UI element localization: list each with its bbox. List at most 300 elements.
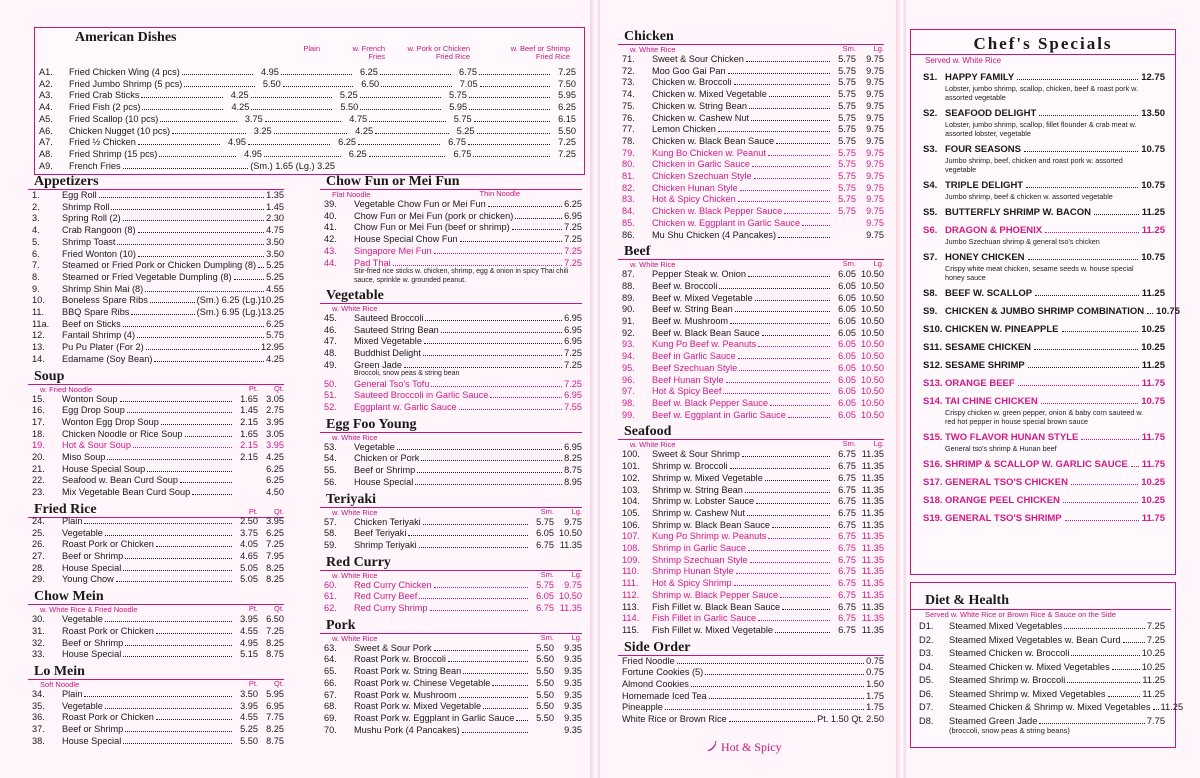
item-price: 6.05 xyxy=(838,386,856,397)
item-price: 13.50 xyxy=(1141,108,1165,119)
item-price: 9.75 xyxy=(866,77,884,88)
item-price: 5.75 xyxy=(838,65,856,76)
dot-leader xyxy=(360,109,441,110)
item-name: FOUR SEASONS xyxy=(945,144,1022,155)
item-name: Shrimp w. Black Pepper Sauce xyxy=(652,589,779,600)
column-header: Lg. xyxy=(571,506,582,516)
american-title: American Dishes xyxy=(75,30,177,45)
item-name: Sauteed Broccoli xyxy=(354,312,424,323)
item-price: 4.75 xyxy=(266,225,284,236)
item-number: 99. xyxy=(622,409,635,420)
dot-leader xyxy=(751,120,830,121)
dot-leader xyxy=(125,731,232,732)
item-name: Beef w. String Bean xyxy=(652,304,733,315)
item-price: 10.50 xyxy=(861,327,884,338)
dot-leader xyxy=(417,472,562,473)
item-price: 2.15 xyxy=(240,416,258,427)
dot-leader xyxy=(111,209,264,210)
dot-leader xyxy=(369,121,445,122)
item-number: 92. xyxy=(622,327,635,338)
item-name: White Rice or Brown Rice xyxy=(622,714,727,725)
item-description: Lobster, jumbo shrimp, scallop, chicken, beef & roast pork w. assorted vegetable xyxy=(945,84,1138,102)
item-number: 69. xyxy=(324,712,337,723)
item-number: 108. xyxy=(622,543,640,554)
item-number: D8. xyxy=(919,715,934,726)
menu-item-row xyxy=(618,101,884,113)
dot-leader xyxy=(1081,439,1138,440)
item-name: Fried Fish (2 pcs) xyxy=(69,102,141,113)
item-price: 12.95 xyxy=(261,342,284,353)
dot-leader xyxy=(133,447,232,448)
item-name: Vegetable xyxy=(62,614,103,625)
fold-left xyxy=(590,0,600,778)
item-name: Fortune Cookies (5) xyxy=(622,667,704,678)
dot-leader xyxy=(142,109,223,110)
menu-item-row xyxy=(618,613,884,625)
dot-leader xyxy=(1035,295,1139,296)
chef-special-row xyxy=(911,72,1165,84)
item-number: 87. xyxy=(622,269,635,280)
menu-item-row xyxy=(320,591,582,603)
menu-item-row xyxy=(618,269,884,281)
item-price: 2.30 xyxy=(266,213,284,224)
menu-item-row xyxy=(28,551,284,563)
item-name: GENERAL TSO'S CHICKEN xyxy=(945,477,1068,488)
item-price: 5.75 xyxy=(838,194,856,205)
item-price: 10.50 xyxy=(861,386,884,397)
item-price: 11.35 xyxy=(861,507,884,518)
dot-leader xyxy=(765,480,830,481)
section-title: Seafood xyxy=(618,424,884,440)
item-number: D4. xyxy=(919,661,934,672)
item-name: Egg Drop Soup xyxy=(62,405,125,416)
item-price: 11.25 xyxy=(1141,225,1165,236)
item-price: 4.05 xyxy=(240,539,258,550)
item-number: 14. xyxy=(32,353,45,364)
menu-item-row xyxy=(28,307,284,319)
item-price: 7.25 xyxy=(564,245,582,256)
menu-section xyxy=(618,424,884,636)
dot-leader xyxy=(192,494,232,495)
item-number: 29. xyxy=(32,574,45,585)
item-price: 5.25 xyxy=(240,724,258,735)
item-price: 3.50 xyxy=(240,688,258,699)
item-price: 5.25 xyxy=(266,271,284,282)
dot-leader xyxy=(1131,466,1139,467)
item-price: 10.25 xyxy=(1141,648,1165,658)
chef-special-row xyxy=(911,288,1165,300)
item-price: 4.25 xyxy=(266,353,284,364)
menu-item-row xyxy=(28,354,284,366)
menu-item-row xyxy=(618,89,884,101)
item-number: 10. xyxy=(32,295,45,306)
section-note: Soft Noodle xyxy=(40,679,80,689)
chefs-specials-title: Chef's Specials xyxy=(973,34,1113,53)
item-price: 5.25 xyxy=(456,125,475,136)
item-number: 109. xyxy=(622,554,640,565)
item-name: Steamed Shrimp w. Mixed Vegetables xyxy=(949,688,1106,699)
item-price: 5.75 xyxy=(838,89,856,100)
dot-leader xyxy=(381,86,451,87)
item-number: 16. xyxy=(32,405,45,416)
dot-leader xyxy=(423,355,562,356)
item-price: 9.75 xyxy=(866,112,884,123)
item-price: 10.50 xyxy=(861,409,884,420)
item-price: 4.55 xyxy=(240,712,258,723)
menu-item-row xyxy=(28,394,284,406)
item-price: 3.95 xyxy=(266,440,284,451)
item-name: Red Curry Beef xyxy=(354,591,418,602)
column-1 xyxy=(28,172,284,772)
dot-leader xyxy=(734,84,830,85)
dot-leader xyxy=(434,253,562,254)
item-number: 28. xyxy=(32,562,45,573)
item-price: 11.35 xyxy=(861,472,884,483)
item-price: 6.05 xyxy=(536,528,554,539)
chef-special-row xyxy=(911,459,1165,471)
item-number: 12. xyxy=(32,330,45,341)
item-price: 8.95 xyxy=(564,476,582,487)
item-price: 10.50 xyxy=(861,362,884,373)
menu-section xyxy=(320,555,582,615)
item-price: 7.25 xyxy=(266,625,284,636)
menu-item-row xyxy=(618,206,884,218)
item-number: 48. xyxy=(324,347,337,358)
item-name: Roast Pork w. String Bean xyxy=(354,666,462,677)
item-price: 5.75 xyxy=(536,579,554,590)
item-price: 10.50 xyxy=(861,351,884,362)
item-name: Mixed Vegetable xyxy=(354,336,422,347)
item-name: Red Curry Shrimp xyxy=(354,603,428,614)
diet-health-box xyxy=(910,582,1184,748)
item-number: 81. xyxy=(622,171,635,182)
item-name: CHICKEN & JUMBO SHRIMP COMBINATION xyxy=(945,306,1145,317)
item-price: 7.55 xyxy=(564,402,582,413)
section-note: w. White Rice xyxy=(332,633,378,643)
dot-leader xyxy=(739,370,830,371)
item-price: 5.50 xyxy=(536,677,554,688)
dot-leader xyxy=(469,97,550,98)
item-name: Green Jade xyxy=(354,359,403,370)
dot-leader xyxy=(264,156,341,157)
dot-leader xyxy=(251,109,332,110)
item-number: 115. xyxy=(622,624,640,635)
item-name: Shrimp in Garlic Sauce xyxy=(652,543,746,554)
item-name: Fantail Shrimp (4) xyxy=(62,330,136,341)
item-price: 11.35 xyxy=(861,566,884,577)
item-name: Hot & Sour Soup xyxy=(62,440,131,451)
item-name: Egg Roll xyxy=(62,190,97,200)
item-number: 9. xyxy=(32,283,40,294)
menu-item-row xyxy=(320,580,582,592)
item-name: Shrimp Shin Mai (8) xyxy=(62,283,144,294)
item-price: 6.75 xyxy=(838,624,856,635)
dot-leader xyxy=(123,220,264,221)
column-header-text: w. Beef or Shrimp Fried Rice xyxy=(510,44,570,61)
item-name: Kung Po Beef w. Peanuts xyxy=(652,339,757,350)
item-name: Chicken w. String Bean xyxy=(652,100,747,111)
item-price: 3.05 xyxy=(266,428,284,439)
column-header: Sm. xyxy=(540,506,554,516)
menu-item-row xyxy=(320,678,582,690)
menu-item-row xyxy=(618,304,884,316)
menu-item-row xyxy=(320,379,582,391)
item-name: Hot & Spicy Chicken xyxy=(652,194,736,205)
item-number: D5. xyxy=(919,675,934,685)
menu-item-row xyxy=(28,295,284,307)
menu-item-row xyxy=(618,602,884,614)
item-name: Plain xyxy=(62,688,83,699)
item-name: Beef Hunan Style xyxy=(652,374,724,385)
item-price: 11.35 xyxy=(861,554,884,565)
item-number: 45. xyxy=(324,312,337,323)
item-price: 8.75 xyxy=(564,465,582,476)
item-price: 6.05 xyxy=(838,269,856,280)
item-number: 98. xyxy=(622,397,635,408)
item-price: 6.75 xyxy=(838,589,856,600)
menu-item-row xyxy=(35,79,584,91)
item-number: 7. xyxy=(32,260,40,271)
dot-leader xyxy=(762,335,830,336)
item-price: 10.50 xyxy=(861,339,884,350)
dot-leader xyxy=(736,573,830,574)
item-price: 11.35 xyxy=(861,484,884,495)
item-name: Buddhist Delight xyxy=(354,347,421,358)
item-price: 11.35 xyxy=(559,603,582,614)
item-number: 62. xyxy=(324,603,337,614)
dot-leader xyxy=(746,61,830,62)
item-price: 6.05 xyxy=(838,292,856,303)
dot-leader xyxy=(1039,723,1145,724)
menu-item-row xyxy=(28,649,284,661)
menu-item-row xyxy=(320,643,582,655)
item-price-small: (Sm.) 6.95 (Lg.) xyxy=(196,307,261,318)
item-price: 6.25 xyxy=(266,463,284,474)
dot-leader xyxy=(1017,79,1138,80)
menu-item-row xyxy=(618,590,884,602)
dot-leader xyxy=(1108,696,1141,697)
item-price: 11.35 xyxy=(861,613,884,624)
item-name: Beef or Shrimp xyxy=(62,724,124,735)
dot-leader xyxy=(105,621,232,622)
item-price: 7.95 xyxy=(266,550,284,561)
dot-leader xyxy=(516,720,528,721)
dot-leader xyxy=(469,109,550,110)
item-price: 9.35 xyxy=(564,677,582,688)
menu-item-row xyxy=(320,701,582,713)
item-price: 0.75 xyxy=(866,655,884,666)
menu-item-row xyxy=(618,543,884,555)
item-price: 6.15 xyxy=(558,113,576,124)
item-name: Crab Rangoon (8) xyxy=(62,225,136,236)
column-header-text: Plain xyxy=(303,44,320,53)
fold-right xyxy=(896,0,906,778)
dot-leader xyxy=(1024,151,1138,152)
dot-leader xyxy=(137,337,264,338)
item-price: 8.75 xyxy=(266,735,284,746)
chef-special-row xyxy=(911,252,1165,264)
item-number: 112. xyxy=(622,589,640,600)
item-number: A4. xyxy=(39,102,53,113)
dot-leader xyxy=(740,190,830,191)
dot-leader xyxy=(768,538,830,539)
item-number: 42. xyxy=(324,234,337,245)
menu-item-row xyxy=(28,284,284,296)
dot-leader xyxy=(723,393,830,394)
item-price: 9.35 xyxy=(564,642,582,653)
menu-item-row xyxy=(320,725,582,737)
menu-section xyxy=(28,502,284,586)
item-price: 5.75 xyxy=(838,182,856,193)
menu-item-row xyxy=(35,149,584,161)
item-price: 9.75 xyxy=(866,229,884,240)
item-name: ORANGE BEEF xyxy=(945,378,1015,389)
item-number: 61. xyxy=(324,591,337,602)
item-price: 9.75 xyxy=(564,579,582,590)
section-title: Fried Rice xyxy=(28,502,284,518)
menu-item-row xyxy=(618,54,884,66)
menu-item-row xyxy=(28,475,284,487)
item-price: 9.75 xyxy=(866,206,884,217)
item-name: Chicken w. Eggplant in Garlic Sauce xyxy=(652,217,801,228)
item-number: 73. xyxy=(622,77,635,88)
item-number: 15. xyxy=(32,393,45,404)
item-number: S7. xyxy=(923,252,938,263)
item-name: Wonton Egg Drop Soup xyxy=(62,416,159,427)
menu-item-row xyxy=(618,485,884,497)
dot-leader xyxy=(677,663,865,664)
item-name: Steamed Shrimp w. Broccoli xyxy=(949,675,1066,685)
item-name: Roast Pork w. Chinese Vegetable xyxy=(354,677,491,688)
item-price: 11.25 xyxy=(1142,688,1165,699)
section-subheader xyxy=(320,634,582,643)
menu-item-row xyxy=(618,124,884,136)
item-price: 5.50 xyxy=(262,78,281,89)
item-name: Steamed Chicken & Shrimp w. Mixed Vegetables xyxy=(949,702,1151,712)
item-number: S10. xyxy=(923,324,943,335)
dot-leader xyxy=(483,708,528,709)
item-price: 10.50 xyxy=(559,528,582,539)
item-price: 10.75 xyxy=(1156,306,1180,317)
dot-leader xyxy=(258,267,264,268)
hot-pepper-icon xyxy=(706,741,717,752)
column-header: Pt. xyxy=(248,383,258,393)
menu-item-row xyxy=(35,102,584,114)
menu-item-row xyxy=(320,540,582,552)
item-name: BUTTERFLY SHRIMP W. BACON xyxy=(945,207,1092,218)
menu-item-row xyxy=(320,517,582,529)
item-number: S12. xyxy=(923,360,943,371)
item-name: Steamed or Fried Pork or Chicken Dumpling (8) xyxy=(62,260,257,271)
item-price: 9.75 xyxy=(866,159,884,170)
dot-leader xyxy=(665,709,864,710)
dot-leader xyxy=(758,620,830,621)
menu-item-row xyxy=(35,126,584,138)
item-description: (broccoli, snow peas & string beans) xyxy=(949,726,1070,735)
item-number: S5. xyxy=(923,207,938,218)
item-price: 3.05 xyxy=(266,393,284,404)
dot-leader xyxy=(131,314,194,315)
item-number: 57. xyxy=(324,516,337,527)
dot-leader xyxy=(788,417,830,418)
dot-leader xyxy=(729,721,815,722)
item-number: 107. xyxy=(622,531,640,542)
item-price: 9.75 xyxy=(564,516,582,527)
item-name: Chicken w. Black Bean Sauce xyxy=(652,135,775,146)
item-number: 2. xyxy=(32,201,40,212)
item-description: Broccoli, snow peas & string bean xyxy=(354,370,460,378)
item-name: Roast Pork w. Eggplant in Garlic Sauce xyxy=(354,712,515,723)
item-price: 10.75 xyxy=(1141,396,1165,407)
dot-leader xyxy=(1112,669,1140,670)
menu-item-row xyxy=(28,539,284,551)
dot-leader xyxy=(123,656,232,657)
dot-leader xyxy=(460,241,562,242)
item-name: Chicken Nugget (10 pcs) xyxy=(69,125,171,136)
dot-leader xyxy=(769,96,830,97)
menu-item-row xyxy=(320,222,582,234)
dot-leader xyxy=(248,144,330,145)
item-name: Beef w. Mixed Vegetable xyxy=(652,292,753,303)
section-note: Flat Noodle xyxy=(332,190,371,199)
item-price: 5.75 xyxy=(838,100,856,111)
dot-leader xyxy=(423,524,528,525)
dot-leader xyxy=(146,349,259,350)
menu-item-row xyxy=(618,351,884,363)
menu-item-row xyxy=(28,614,284,626)
item-name: Plain xyxy=(62,515,83,526)
dot-leader xyxy=(156,633,232,634)
item-price: 5.75 xyxy=(449,90,467,101)
item-number: 32. xyxy=(32,637,45,648)
item-price: 3.95 xyxy=(266,515,284,526)
item-name: Boneless Spare Ribs xyxy=(62,295,148,306)
dot-leader xyxy=(473,156,550,157)
section-subheader xyxy=(618,260,884,269)
menu-item-row xyxy=(618,363,884,375)
item-price: 10.50 xyxy=(861,269,884,280)
section-subheader xyxy=(320,433,582,442)
item-number: 3. xyxy=(32,213,40,224)
item-price: 7.25 xyxy=(558,137,577,148)
item-price: 4.50 xyxy=(266,487,284,498)
menu-item-row xyxy=(320,654,582,666)
item-number: S14. xyxy=(923,396,943,407)
item-price: 6.95 xyxy=(564,336,582,347)
item-price: 11.35 xyxy=(861,519,884,530)
item-price: 8.25 xyxy=(564,453,582,464)
section-title: Vegetable xyxy=(320,288,582,304)
dot-leader xyxy=(138,144,220,145)
item-price: 6.05 xyxy=(838,280,856,291)
item-price: 6.75 xyxy=(838,531,856,542)
american-col-headers xyxy=(35,45,584,65)
menu-section xyxy=(28,174,284,366)
item-price: 5.75 xyxy=(838,124,856,135)
item-price: 4.95 xyxy=(240,637,258,648)
item-name: Beef or Shrimp xyxy=(62,637,124,648)
dot-leader xyxy=(281,74,352,75)
item-name: SESAME SHRIMP xyxy=(945,360,1025,371)
menu-item-row xyxy=(320,465,582,477)
item-price: 5.50 xyxy=(536,712,554,723)
item-price: 9.35 xyxy=(564,666,582,677)
menu-item-row xyxy=(28,563,284,575)
menu-item-row xyxy=(618,293,884,305)
item-price: 9.75 xyxy=(866,147,884,158)
dot-leader xyxy=(84,523,232,524)
item-name: Fried Scallop (10 pcs) xyxy=(69,113,159,124)
